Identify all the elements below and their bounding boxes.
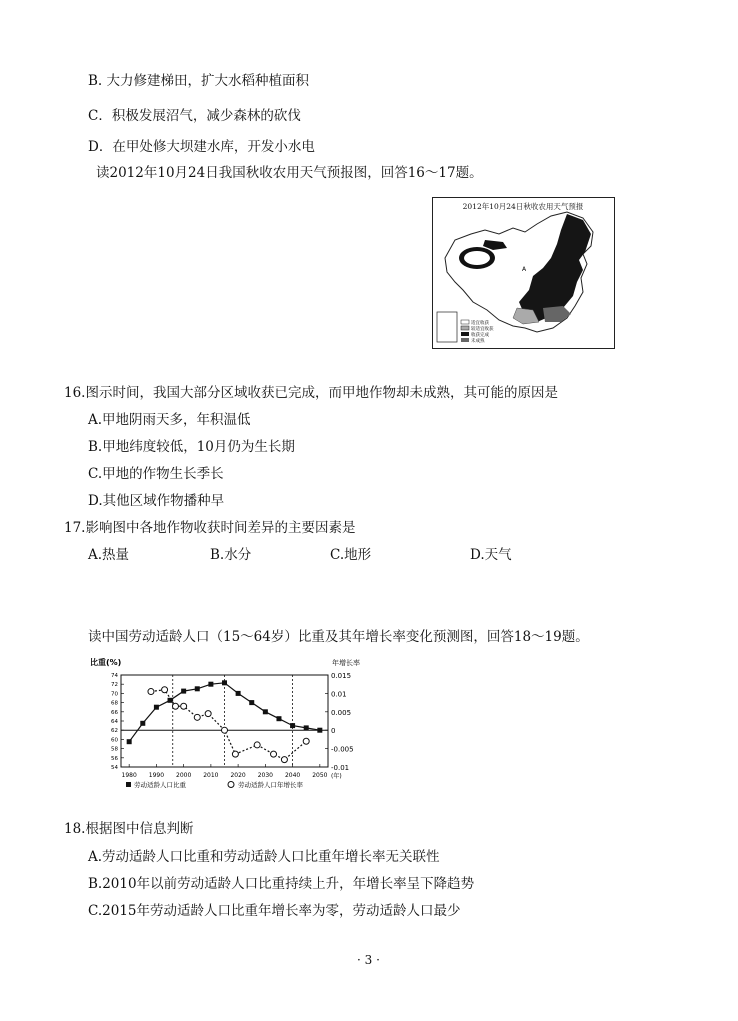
q16-option-b: B.甲地纬度较低，10月仍为生长期 [88, 439, 295, 455]
x-tick-label: 2020 [230, 772, 246, 779]
left-tick-label: 72 [111, 682, 118, 689]
intro-18-19: 读中国劳动适龄人口（15～64岁）比重及其年增长率变化预测图，回答18～19题。 [88, 629, 589, 645]
option-c-prev: C．积极发展沼气，减少森林的砍伐 [88, 108, 301, 124]
x-tick-label: 2050 [312, 772, 328, 779]
q17-option-b: B.水分 [210, 547, 252, 563]
data-point-square [249, 700, 254, 705]
harvest-weather-map [432, 197, 615, 349]
q17-option-c: C.地形 [330, 547, 372, 563]
data-point-circle [205, 711, 211, 717]
legend-series-2: 劳动适龄人口年增长率 [238, 781, 303, 789]
q16-option-d: D.其他区域作物播种早 [88, 493, 225, 509]
left-tick-label: 68 [111, 700, 118, 707]
data-point-square [208, 682, 213, 687]
data-point-circle [194, 714, 200, 720]
data-point-square [236, 691, 241, 696]
option-d-prev: D．在甲处修大坝建水库，开发小水电 [88, 139, 315, 155]
x-unit-label: (年) [331, 773, 342, 780]
data-point-circle [222, 727, 228, 733]
left-tick-label: 60 [111, 737, 118, 744]
data-point-square [222, 680, 227, 685]
data-point-circle [281, 757, 287, 763]
left-tick-label: 62 [111, 728, 118, 735]
right-tick-label: 0.015 [331, 672, 352, 680]
x-tick-label: 2040 [284, 772, 301, 779]
left-tick-label: 54 [111, 765, 118, 771]
data-point-square [304, 725, 309, 730]
right-axis-label: 年增长率 [332, 659, 360, 667]
left-tick-label: 70 [111, 691, 118, 698]
q16-option-c: C.甲地的作物生长季长 [88, 466, 224, 482]
data-point-square [276, 716, 281, 721]
series-line-1 [151, 690, 306, 760]
option-b-prev: B. 大力修建梯田，扩大水稻种植面积 [88, 73, 310, 89]
data-point-circle [181, 703, 187, 709]
data-point-square [127, 739, 132, 744]
map-label-jia: A [522, 266, 527, 273]
legend-less-suitable: 较适宜收获 [471, 327, 494, 332]
legend-immature: 未成熟 [471, 339, 485, 344]
data-point-square [263, 709, 268, 714]
left-tick-label: 74 [111, 673, 118, 679]
map-title: 2012年10月24日秋收农用天气预报 [462, 202, 584, 211]
q18-stem: 18.根据图中信息判断 [64, 821, 194, 837]
legend-suitable: 适宜收获 [471, 321, 489, 326]
q17-option-d: D.天气 [470, 547, 512, 563]
left-tick-label: 58 [111, 746, 118, 753]
q18-option-c: C.2015年劳动适龄人口比重年增长率为零，劳动适龄人口最少 [88, 903, 461, 919]
legend-series-1: 劳动适龄人口比重 [134, 781, 186, 789]
right-tick-label: 0.005 [331, 708, 352, 717]
data-point-square [181, 689, 186, 694]
x-tick-label: 2010 [203, 772, 219, 779]
q16-option-a: A.甲地阴雨天多，年积温低 [88, 412, 251, 428]
left-axis-label: 比重(%) [90, 658, 122, 667]
left-tick-label: 66 [111, 709, 118, 716]
data-point-square [290, 723, 295, 728]
jia-ring-inner [464, 251, 490, 265]
page-number: · 3 · [357, 953, 380, 967]
q17-stem: 17.影响图中各地作物收获时间差异的主要因素是 [64, 520, 356, 536]
q18-option-a: A.劳动适龄人口比重和劳动适龄人口比重年增长率无关联性 [88, 849, 440, 865]
south-sea-inset [437, 312, 457, 342]
data-point-square [154, 705, 159, 710]
china-map-figure [433, 198, 614, 348]
data-point-square [140, 721, 145, 726]
right-tick-label: -0.005 [331, 745, 354, 754]
legend-harvest-complete: 收获完成 [471, 333, 489, 338]
labor-population-chart [88, 655, 368, 795]
intro-16-17: 读2012年10月24日我国秋收农用天气预报图，回答16～17题。 [96, 165, 483, 181]
q17-option-a: A.热量 [88, 547, 130, 563]
legend-circle-marker [228, 782, 234, 788]
legend-square-marker [126, 782, 131, 787]
x-tick-label: 1980 [121, 772, 137, 779]
left-tick-label: 56 [111, 755, 118, 762]
q16-stem: 16.图示时间，我国大部分区域收获已完成，而甲地作物却未成熟，其可能的原因是 [64, 385, 558, 401]
right-tick-label: -0.01 [331, 764, 350, 772]
data-point-circle [271, 751, 277, 757]
data-point-circle [303, 738, 309, 744]
left-tick-label: 64 [111, 719, 118, 725]
right-tick-label: 0 [331, 727, 336, 736]
data-point-circle [232, 751, 238, 757]
q18-option-b: B.2010年以前劳动适龄人口比重持续上升，年增长率呈下降趋势 [88, 876, 475, 892]
x-tick-label: 2000 [176, 772, 192, 779]
data-point-circle [254, 742, 260, 748]
data-point-square [195, 686, 200, 691]
right-tick-label: 0.01 [331, 690, 347, 699]
data-point-square [317, 728, 322, 733]
data-point-circle [162, 687, 168, 693]
data-point-circle [172, 703, 178, 709]
chart-svg [88, 655, 368, 795]
x-tick-label: 2030 [257, 772, 273, 779]
data-point-circle [148, 689, 154, 695]
x-tick-label: 1990 [148, 772, 165, 779]
